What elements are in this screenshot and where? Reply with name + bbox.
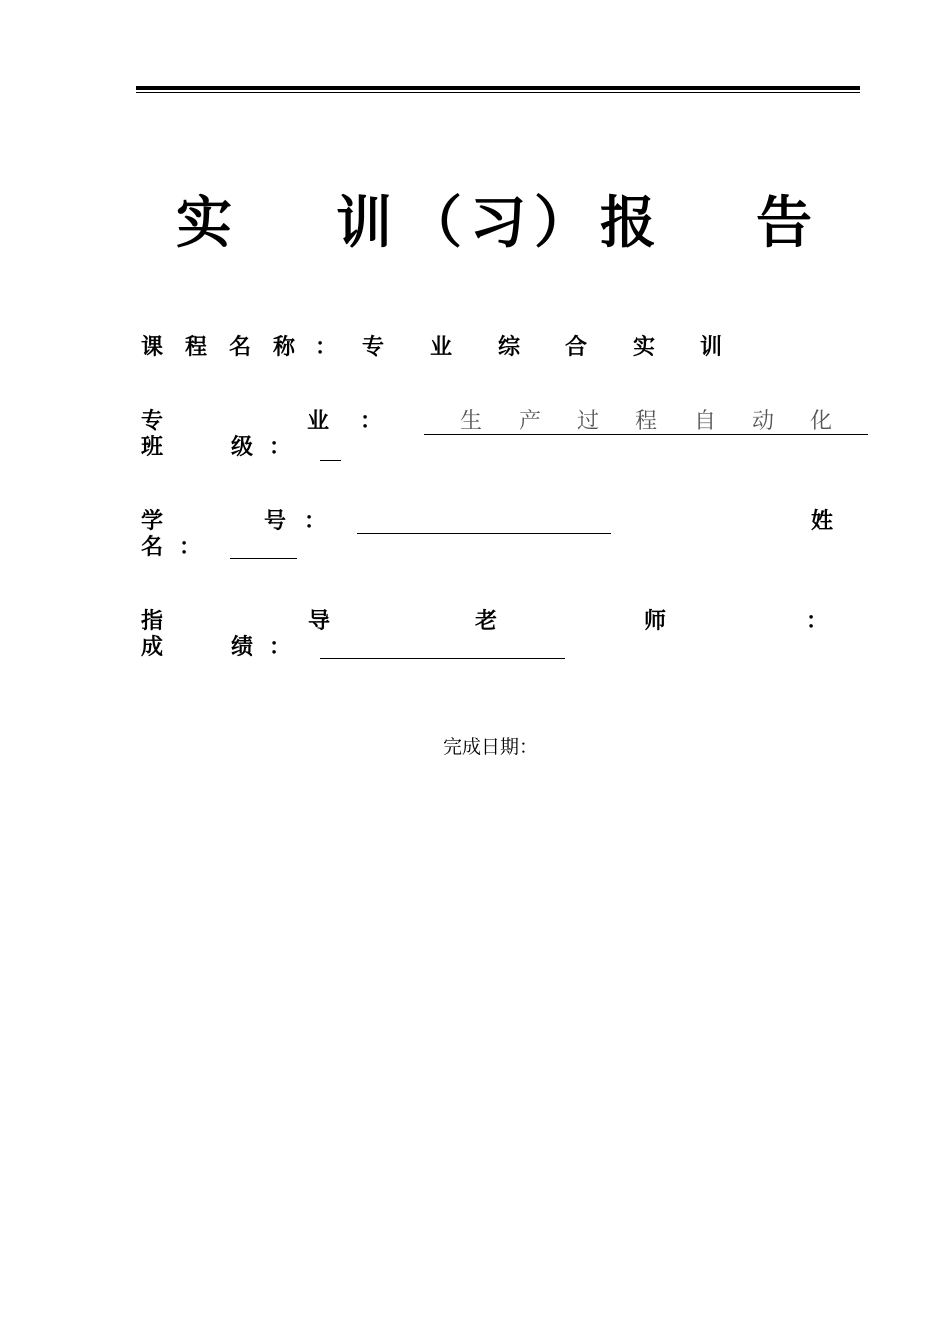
title-char: 习 (470, 190, 526, 256)
grade-label-char: 绩 (230, 635, 253, 660)
student-id-label-colon: ： (303, 509, 326, 534)
student-id-label-char: 号 (263, 509, 286, 534)
major-value-char: 过 (576, 409, 599, 434)
major-value-char: 自 (693, 409, 716, 434)
major-value-char: 产 (518, 409, 541, 434)
course-value-char: 综 (497, 335, 520, 360)
title-char: 实 (176, 190, 232, 256)
advisor-label-char: 导 (307, 609, 330, 634)
completion-date-label: 完成日期： (443, 736, 539, 758)
title-char: 告 (756, 190, 812, 256)
title-char: ） (534, 190, 590, 256)
grade-label-colon: ： (268, 635, 291, 660)
name-label-char: 名 (140, 535, 163, 560)
major-value-char: 生 (459, 409, 482, 434)
title-char: 报 (600, 190, 656, 256)
course-name-row (0, 334, 950, 364)
course-label-colon: ： (314, 335, 337, 360)
student-id-label-char: 学 (140, 509, 163, 534)
name-row (0, 534, 950, 564)
class-label-char: 班 (140, 435, 163, 460)
major-label-colon: ： (359, 409, 382, 434)
major-value-char: 程 (634, 409, 657, 434)
course-value-char: 专 (361, 335, 384, 360)
class-label-char: 级 (230, 435, 253, 460)
grade-underline[interactable] (320, 658, 565, 659)
header-rule-thick (136, 86, 860, 90)
course-value-char: 合 (564, 335, 587, 360)
report-title (0, 188, 950, 258)
grade-label-char: 成 (140, 635, 163, 660)
name-underline[interactable] (230, 558, 297, 559)
course-label-char: 称 (272, 335, 295, 360)
advisor-label-char: 老 (474, 609, 497, 634)
major-label-char: 专 (140, 409, 163, 434)
advisor-label-colon: ： (805, 609, 828, 634)
title-char: 训 (336, 190, 392, 256)
name-label-colon: ： (178, 535, 201, 560)
advisor-label-char: 指 (140, 609, 163, 634)
major-label-char: 业 (306, 409, 329, 434)
advisor-label-char: 师 (643, 609, 666, 634)
class-row (0, 434, 950, 464)
name-label-char: 姓 (810, 509, 833, 534)
course-value-char: 业 (429, 335, 452, 360)
header-rule-thin (136, 92, 860, 93)
course-label-char: 程 (184, 335, 207, 360)
course-value-char: 训 (699, 335, 722, 360)
course-label-char: 名 (228, 335, 251, 360)
class-underline[interactable] (320, 460, 341, 461)
title-char: （ (406, 190, 462, 256)
major-value-char: 化 (809, 409, 832, 434)
course-label-char: 课 (140, 335, 163, 360)
class-label-colon: ： (268, 435, 291, 460)
course-value-char: 实 (632, 335, 655, 360)
major-value-char: 动 (751, 409, 774, 434)
grade-row (0, 634, 950, 664)
